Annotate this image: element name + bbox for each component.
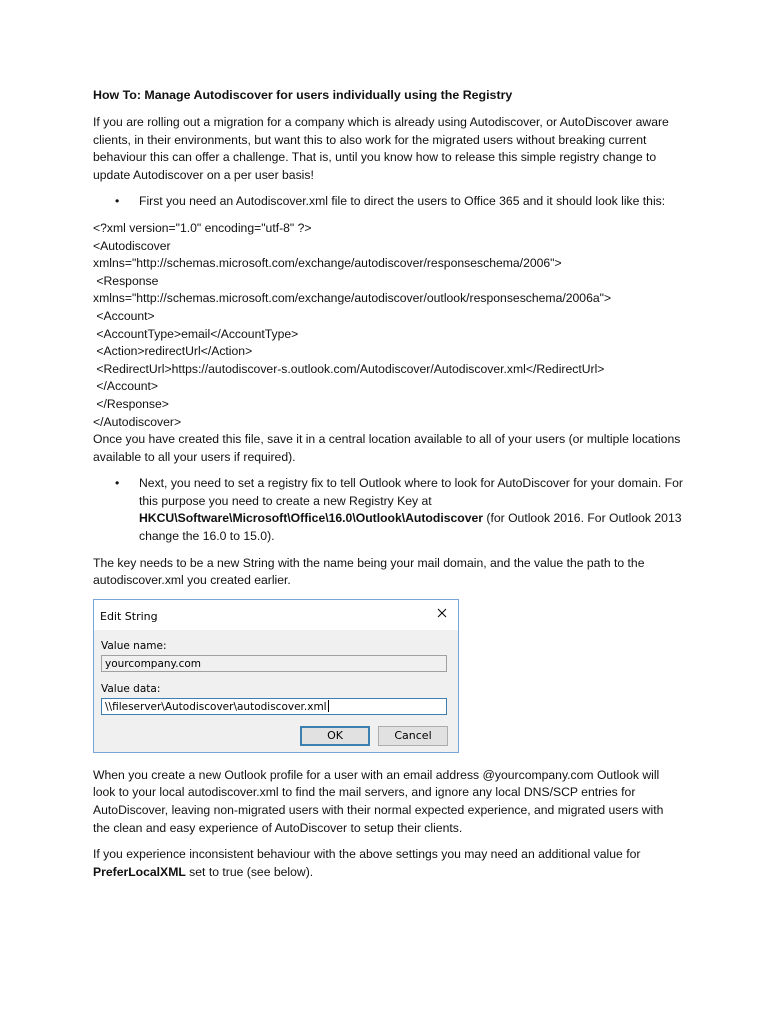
xml-code-block: [93, 220, 683, 431]
bullet-item-2: [93, 475, 683, 545]
close-icon[interactable]: [434, 605, 450, 621]
edit-string-dialog: [93, 599, 459, 753]
page-title: How To: Manage Autodiscover for users individually using the Registry: [93, 88, 513, 102]
cancel-button[interactable]: Cancel: [378, 726, 448, 746]
value-data-label: Value data:: [101, 682, 161, 695]
code-line: </Response>: [93, 396, 169, 411]
code-line: <AccountType>email</AccountType>: [93, 326, 299, 341]
dialog-titlebar: [94, 600, 458, 630]
dialog-title: Edit String: [100, 609, 158, 623]
code-line: <?xml version="1.0" encoding="utf-8" ?>: [93, 220, 312, 235]
registry-key-path: HKCU\Software\Microsoft\Office\16.0\Outlook\Autodiscover: [139, 511, 484, 526]
code-line: <Action>redirectUrl</Action>: [93, 344, 253, 359]
code-line: <RedirectUrl>https://autodiscover-s.outlook.com/Autodiscover/Autodiscover.xml</RedirectUrl>: [93, 361, 605, 376]
after-code-paragraph: Once you have created this file, save it in a central location available to all of your users (or multiple locations available to all your users if required).: [93, 432, 681, 464]
code-line: <Autodiscover: [93, 238, 171, 253]
value-name-label: Value name:: [101, 639, 167, 652]
value-name-field[interactable]: yourcompany.com: [101, 655, 447, 672]
value-data-text: \\fileserver\Autodiscover\autodiscover.xml: [105, 700, 327, 713]
code-line: </Account>: [93, 379, 159, 394]
outcome-paragraph: When you create a new Outlook profile for a user with an email address @yourcompany.com Outlook will look to your local autodiscover.xml to find the mail servers, and ignore any local DNS/SCP entries for AutoDiscover, leaving non-migrated users with their normal expected experience, and migrated users with the clean and easy experience of AutoDiscover to setup their clients.: [93, 767, 664, 835]
bullet-item-1: [93, 193, 683, 211]
code-line: xmlns="http://schemas.microsoft.com/exchange/autodiscover/responseschema/2006">: [93, 256, 562, 271]
value-data-field[interactable]: [101, 698, 447, 715]
text-caret: [328, 700, 329, 712]
final-paragraph: [93, 846, 683, 881]
code-line: <Response: [93, 273, 159, 288]
bullet-1-text: First you need an Autodiscover.xml file to direct the users to Office 365 and it should look like this:: [139, 194, 666, 209]
code-line: xmlns="http://schemas.microsoft.com/exchange/autodiscover/outlook/responseschema/2006a">: [93, 291, 612, 306]
bullet-2-post: (for Outlook 2016. For Outlook 2013 change the 16.0 to 15.0).: [139, 511, 682, 544]
document-page: [93, 86, 683, 890]
bullet-dot: •: [115, 194, 120, 209]
code-line: <Account>: [93, 308, 155, 323]
final-post: set to true (see below).: [185, 864, 314, 879]
prefer-local-xml: PreferLocalXML: [93, 864, 186, 879]
key-paragraph: The key needs to be a new String with the name being your mail domain, and the value the path to the autodiscover.xml you created earlier.: [93, 555, 645, 588]
ok-button[interactable]: OK: [300, 726, 370, 746]
bullet-2-pre: Next, you need to set a registry fix to tell Outlook where to look for AutoDiscover for your domain. For this purpose you need to create a new Registry Key at: [139, 476, 683, 508]
intro-paragraph: If you are rolling out a migration for a company which is already using Autodiscover, or AutoDiscover aware clients, in their environments, but want this to also work for the migrated users without breaking current behaviour this can offer a challenge. That is, until you know how to release this simple registry change to update Autodiscover on a per user basis!: [93, 115, 669, 182]
final-pre: If you experience inconsistent behaviour with the above settings you may need an additional value for: [93, 847, 641, 862]
code-line: </Autodiscover>: [93, 414, 182, 429]
bullet-dot: •: [115, 476, 120, 491]
